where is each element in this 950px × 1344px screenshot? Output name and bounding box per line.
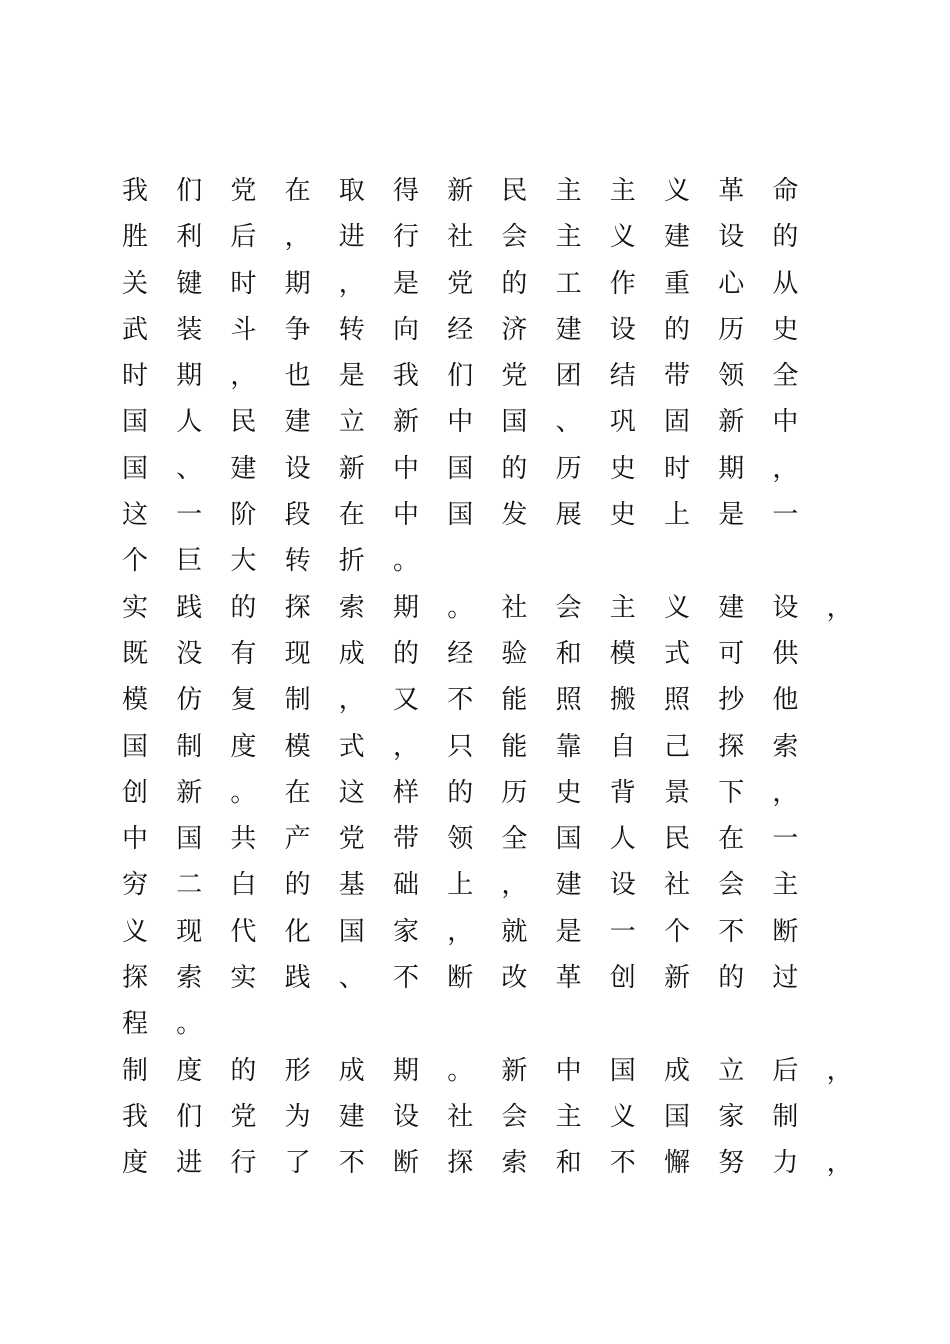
text-line: 国制度模式，只能靠自己探索 [122, 731, 827, 762]
text-line: 既没有现成的经验和模式可供 [122, 638, 827, 669]
text-line: 国人民建立新中国、巩固新中 [122, 407, 827, 438]
text-line: 武装斗争转向经济建设的历史 [122, 314, 827, 345]
text-line: 穷二白的基础上，建设社会主 [122, 870, 827, 901]
text-line: 义现代化国家，就是一个不断 [122, 916, 827, 947]
text-line: 实践的探索期。社会主义建设， [122, 592, 881, 623]
text-line: 模仿复制，又不能照搬照抄他 [122, 685, 827, 716]
text-line: 我们党在取得新民主主义革命 [122, 176, 827, 206]
body-text [122, 168, 881, 1187]
text-line: 探索实践、不断改革创新的过 [122, 963, 827, 994]
text-line: 创新。在这样的历史背景下， [122, 777, 827, 808]
text-line: 中国共产党带领全国人民在一 [122, 824, 827, 855]
text-line: 时期，也是我们党团结带领全 [122, 361, 827, 392]
text-line: 程。 [122, 1009, 231, 1040]
text-line: 这一阶段在中国发展史上是一 [122, 500, 827, 531]
text-line: 度进行了不断探索和不懈努力， [122, 1148, 881, 1179]
text-line: 我们党为建设社会主义国家制 [122, 1101, 827, 1132]
text-line: 胜利后，进行社会主义建设的 [122, 222, 827, 253]
text-line: 制度的形成期。新中国成立后， [122, 1055, 881, 1086]
text-line: 关键时期，是党的工作重心从 [122, 268, 827, 299]
text-line: 个巨大转折。 [122, 546, 448, 577]
text-line: 国、建设新中国的历史时期， [122, 453, 827, 484]
